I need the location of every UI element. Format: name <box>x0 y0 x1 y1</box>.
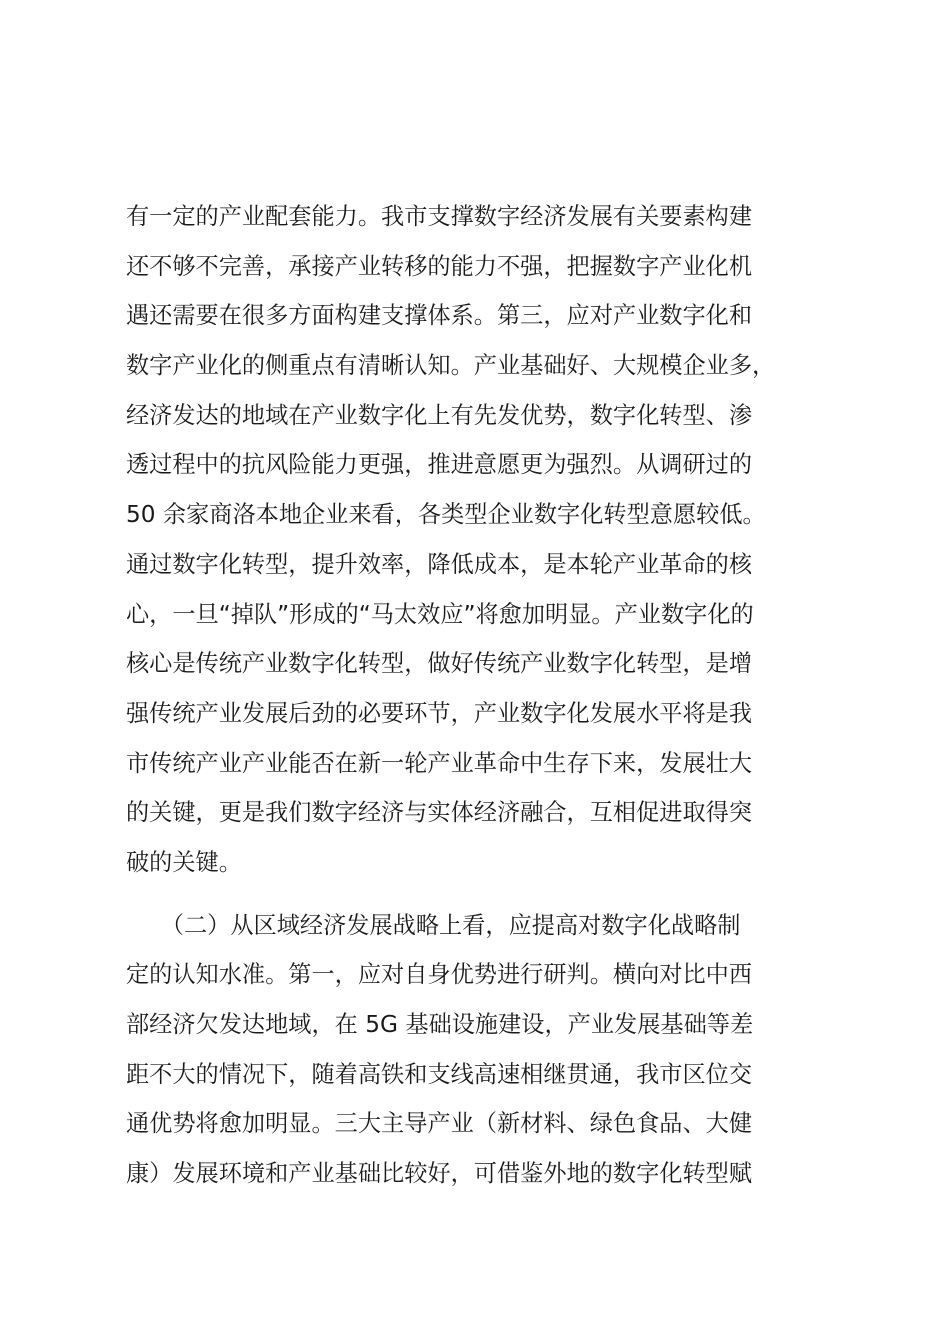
text-line: 康）发展环境和产业基础比较好，可借鉴外地的数字化转型赋 <box>126 1160 753 1188</box>
text-line: 距不大的情况下，随着高铁和支线高速相继贯通，我市区位交 <box>126 1060 753 1088</box>
text-line: 强传统产业发展后劲的必要环节，产业数字化发展水平将是我 <box>126 699 753 727</box>
text-line: （二）从区域经济发展战略上看，应提高对数字化战略制 <box>126 911 741 939</box>
text-line: 通优势将愈加明显。三大主导产业（新材料、绿色食品、大健 <box>126 1110 753 1138</box>
paragraph-2 <box>126 901 866 1199</box>
text-line: 市传统产业产业能否在新一轮产业革命中生存下来，发展壮大 <box>126 749 753 777</box>
text-line: 破的关键。 <box>126 848 242 876</box>
text-line: 核心是传统产业数字化转型，做好传统产业数字化转型，是增 <box>126 650 753 678</box>
text-line: 部经济欠发达地域，在 5G 基础设施建设，产业发展基础等差 <box>126 1011 754 1038</box>
text-line: 透过程中的抗风险能力更强，推进意愿更为强烈。从调研过的 <box>126 451 753 479</box>
paragraph-gap <box>126 888 866 901</box>
text-line: 通过数字化转型，提升效率，降低成本，是本轮产业革命的核 <box>126 550 753 578</box>
text-line: 定的认知水准。第一，应对自身优势进行研判。横向对比中西 <box>126 961 753 989</box>
body-text <box>126 192 866 1199</box>
paragraph-1 <box>126 192 866 888</box>
text-line: 心，一旦“掉队”形成的“马太效应”将愈加明显。产业数字化的 <box>126 600 754 628</box>
text-line: 数字产业化的侧重点有清晰认知。产业基础好、大规模企业多， <box>126 352 776 380</box>
text-line: 经济发达的地域在产业数字化上有先发优势，数字化转型、渗 <box>126 401 753 429</box>
text-line: 有一定的产业配套能力。我市支撑数字经济发展有关要素构建 <box>126 203 753 230</box>
text-line: 50 余家商洛本地企业来看，各类型企业数字化转型意愿较低。 <box>126 501 766 529</box>
text-line: 还不够不完善，承接产业转移的能力不强，把握数字产业化机 <box>126 252 753 280</box>
text-line: 遇还需要在很多方面构建支撑体系。第三，应对产业数字化和 <box>126 302 753 330</box>
text-line: 的关键，更是我们数字经济与实体经济融合，互相促进取得突 <box>126 799 753 827</box>
